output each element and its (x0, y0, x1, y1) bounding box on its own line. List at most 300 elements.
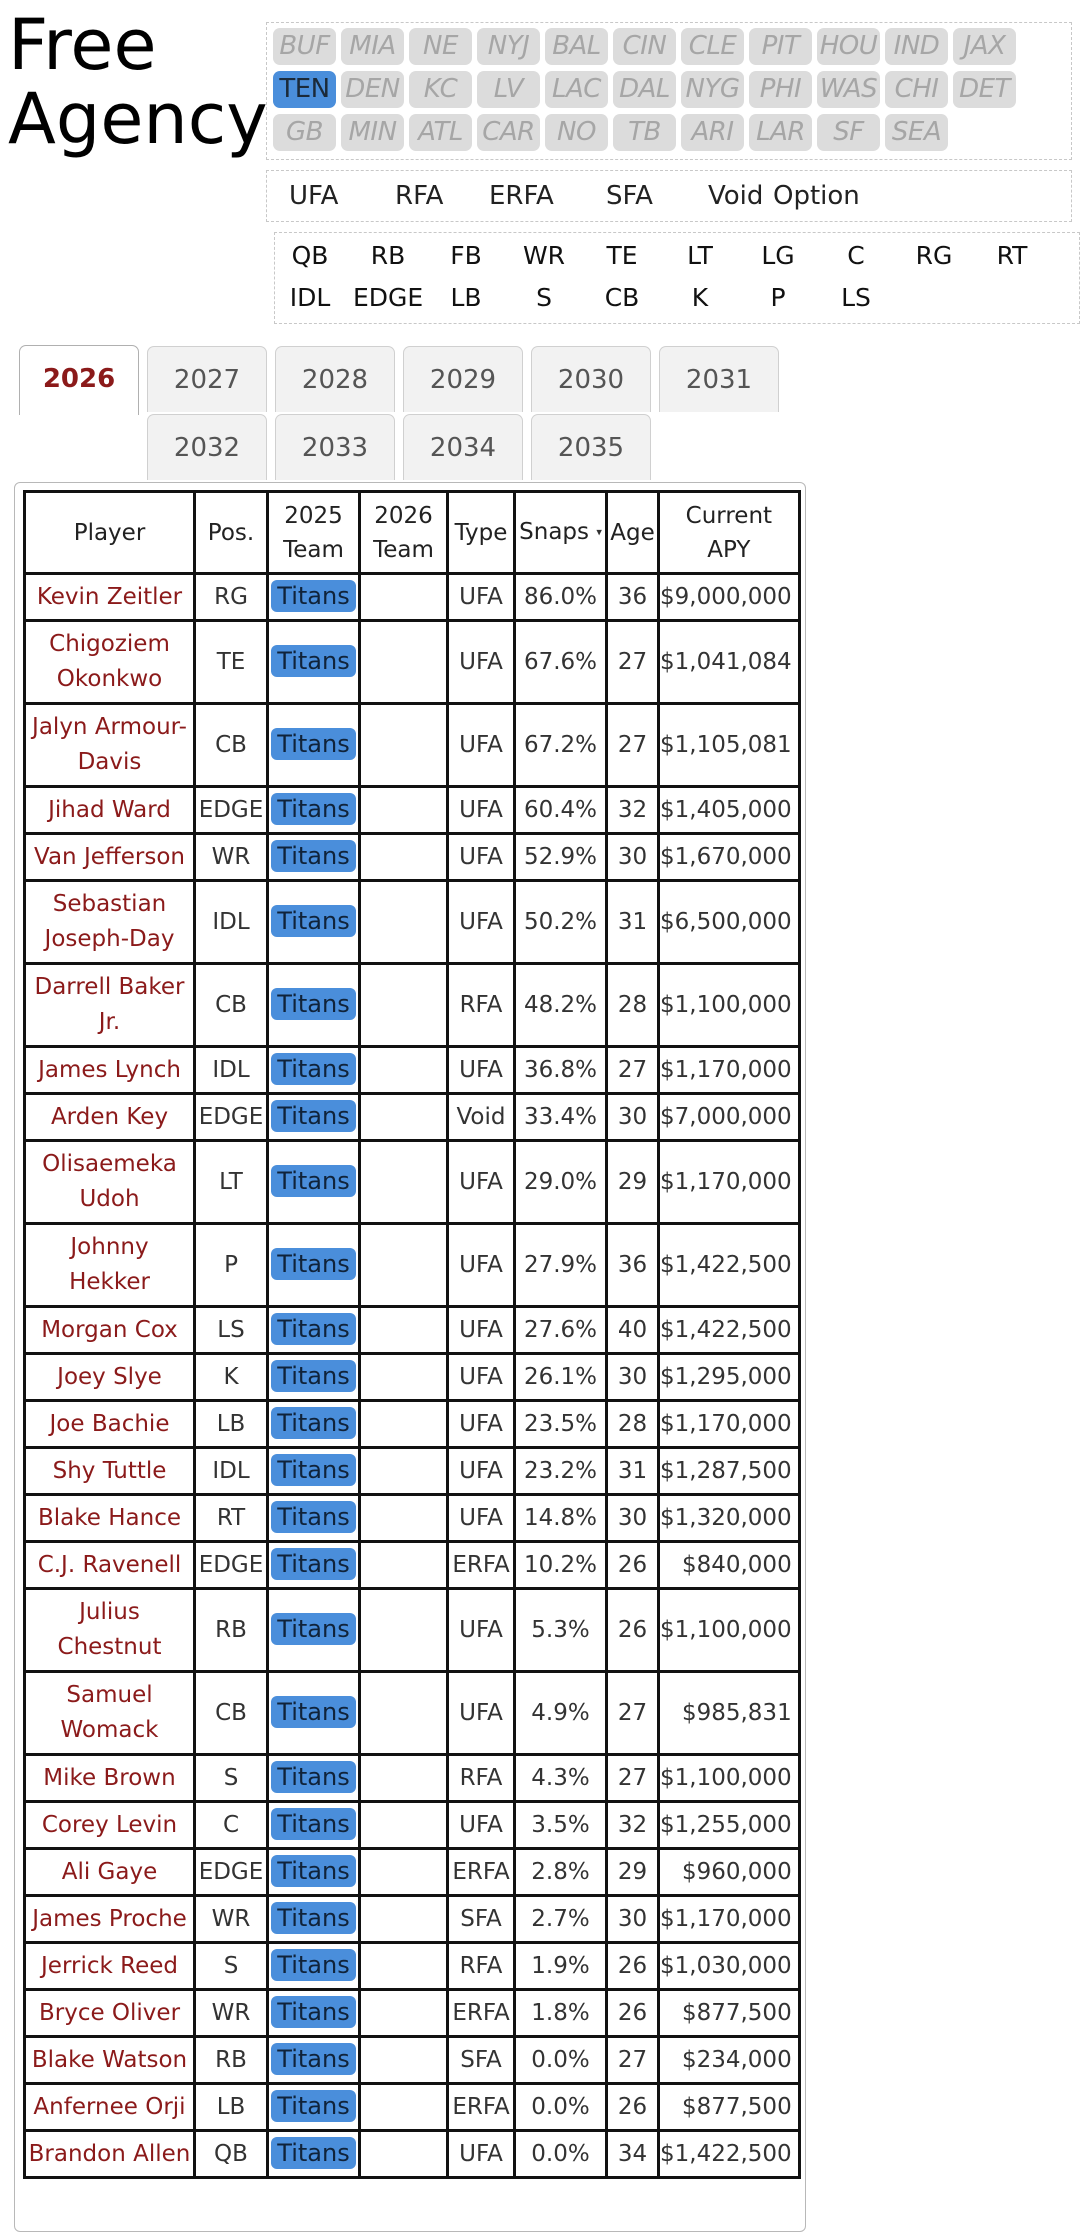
team-2025-cell (268, 881, 360, 964)
apy-cell: $877,500 (659, 2084, 800, 2131)
table-row (25, 621, 800, 704)
team-button-ne[interactable]: NE (409, 28, 472, 65)
apy-cell: $1,320,000 (659, 1495, 800, 1542)
position-filter-ls[interactable]: LS (841, 283, 871, 312)
table-row (25, 1755, 800, 1802)
type-cell: UFA (448, 1224, 515, 1307)
player-link[interactable] (25, 1672, 195, 1755)
type-filter-ufa[interactable]: UFA (289, 181, 339, 211)
position-filter-wr[interactable]: WR (522, 241, 566, 270)
header-type[interactable]: Type (448, 492, 515, 574)
age-cell: 30 (607, 1094, 659, 1141)
snaps-cell: 23.2% (515, 1448, 607, 1495)
age-cell: 29 (607, 1141, 659, 1224)
team-badge[interactable]: Titans (271, 1613, 355, 1645)
team-button-ari[interactable]: ARI (681, 114, 744, 151)
team-badge[interactable]: Titans (271, 905, 355, 937)
snaps-cell: 48.2% (515, 964, 607, 1047)
table-row (25, 574, 800, 621)
position-cell: LS (195, 1307, 268, 1354)
player-link[interactable] (25, 1094, 195, 1141)
table-row (25, 704, 800, 787)
team-row (273, 71, 1021, 108)
player-name-line: Samuel (66, 1682, 153, 1708)
header-apy[interactable] (659, 492, 800, 574)
snaps-cell: 67.6% (515, 621, 607, 704)
age-cell: 31 (607, 1448, 659, 1495)
age-cell: 27 (607, 704, 659, 787)
player-name-line: Darrell Baker (34, 974, 185, 1000)
position-cell: LB (195, 1401, 268, 1448)
team-2025-cell (268, 1094, 360, 1141)
team-badge[interactable]: Titans (271, 1165, 355, 1197)
tab-2026[interactable]: 2026 (19, 345, 139, 415)
table-row (25, 1990, 800, 2037)
player-link[interactable] (25, 1990, 195, 2037)
snaps-cell: 33.4% (515, 1094, 607, 1141)
player-name-line: Chestnut (57, 1634, 162, 1660)
table-row (25, 1589, 800, 1672)
snaps-cell: 0.0% (515, 2131, 607, 2178)
player-link[interactable] (25, 574, 195, 621)
snaps-cell: 1.9% (515, 1943, 607, 1990)
position-cell: S (195, 1755, 268, 1802)
player-link[interactable] (25, 1224, 195, 1307)
apy-cell: $1,255,000 (659, 1802, 800, 1849)
team-2025-cell (268, 621, 360, 704)
tab-2031[interactable]: 2031 (659, 346, 779, 412)
team-2026-cell (360, 787, 448, 834)
player-name-line: Olisaemeka (42, 1151, 177, 1177)
team-button-mia[interactable]: MIA (341, 28, 404, 65)
team-badge[interactable]: Titans (271, 1454, 355, 1486)
type-cell: UFA (448, 574, 515, 621)
apy-cell: $1,670,000 (659, 834, 800, 881)
player-link[interactable] (25, 1495, 195, 1542)
team-2026-cell (360, 1401, 448, 1448)
snaps-cell: 36.8% (515, 1047, 607, 1094)
apy-cell: $1,295,000 (659, 1354, 800, 1401)
position-filter-lt[interactable]: LT (687, 241, 713, 270)
team-button-cle[interactable]: CLE (681, 28, 744, 65)
apy-cell: $1,422,500 (659, 1307, 800, 1354)
type-filter-erfa[interactable]: ERFA (489, 181, 554, 211)
snaps-cell: 1.8% (515, 1990, 607, 2037)
team-button-kc[interactable]: KC (409, 71, 472, 108)
player-link[interactable] (25, 1354, 195, 1401)
position-cell: RB (195, 2037, 268, 2084)
position-cell: WR (195, 1990, 268, 2037)
apy-cell: $1,170,000 (659, 1047, 800, 1094)
snaps-cell: 5.3% (515, 1589, 607, 1672)
team-2025-cell (268, 1401, 360, 1448)
team-2026-cell (360, 704, 448, 787)
team-2025-cell (268, 787, 360, 834)
team-button-sea[interactable]: SEA (885, 114, 948, 151)
header-2025-team-line-2: Team (283, 536, 344, 563)
apy-cell: $985,831 (659, 1672, 800, 1755)
snaps-cell: 10.2% (515, 1542, 607, 1589)
team-2026-cell (360, 1589, 448, 1672)
team-2025-cell (268, 1755, 360, 1802)
team-2026-cell (360, 1672, 448, 1755)
table-header-row (25, 492, 800, 574)
type-cell: RFA (448, 964, 515, 1047)
age-cell: 27 (607, 2037, 659, 2084)
team-badge[interactable]: Titans (271, 580, 355, 612)
player-link[interactable] (25, 1943, 195, 1990)
team-button-den[interactable]: DEN (341, 71, 404, 108)
position-filter-edge[interactable]: EDGE (353, 283, 424, 312)
snaps-cell: 4.9% (515, 1672, 607, 1755)
team-badge[interactable]: Titans (271, 1902, 355, 1934)
player-link[interactable] (25, 1755, 195, 1802)
team-button-nyj[interactable]: NYJ (477, 28, 540, 65)
team-button-bal[interactable]: BAL (545, 28, 608, 65)
type-cell: ERFA (448, 1542, 515, 1589)
team-badge[interactable]: Titans (271, 1761, 355, 1793)
player-link[interactable] (25, 1141, 195, 1224)
type-filter-void[interactable]: Void (708, 181, 764, 211)
type-cell: UFA (448, 1495, 515, 1542)
type-cell: UFA (448, 834, 515, 881)
team-badge[interactable]: Titans (271, 1248, 355, 1280)
apy-cell: $1,100,000 (659, 1755, 800, 1802)
type-cell: ERFA (448, 1849, 515, 1896)
player-name-line: Hekker (69, 1269, 150, 1295)
age-cell: 34 (607, 2131, 659, 2178)
player-link[interactable] (25, 704, 195, 787)
type-cell: SFA (448, 1896, 515, 1943)
tab-2027[interactable]: 2027 (147, 346, 267, 412)
team-2025-cell (268, 1990, 360, 2037)
table-row (25, 2131, 800, 2178)
apy-cell: $1,287,500 (659, 1448, 800, 1495)
team-button-pit[interactable]: PIT (749, 28, 812, 65)
type-cell: ERFA (448, 2084, 515, 2131)
team-2025-cell (268, 704, 360, 787)
team-2025-cell (268, 1896, 360, 1943)
team-2025-cell (268, 964, 360, 1047)
team-badge[interactable]: Titans (271, 793, 355, 825)
team-button-tb[interactable]: TB (613, 114, 676, 151)
team-badge[interactable]: Titans (271, 1949, 355, 1981)
team-button-gb[interactable]: GB (273, 114, 336, 151)
tab-2034[interactable]: 2034 (403, 414, 523, 480)
player-link[interactable] (25, 964, 195, 1047)
team-button-ind[interactable]: IND (885, 28, 948, 65)
team-button-atl[interactable]: ATL (409, 114, 472, 151)
apy-cell: $1,170,000 (659, 1401, 800, 1448)
snaps-cell: 29.0% (515, 1141, 607, 1224)
player-link[interactable] (25, 2037, 195, 2084)
type-filter-rfa[interactable]: RFA (395, 181, 444, 211)
position-filter-rb[interactable]: RB (370, 241, 406, 270)
team-badge[interactable]: Titans (271, 1855, 355, 1887)
player-name-line: Johnny (70, 1234, 149, 1260)
team-button-buf[interactable]: BUF (273, 28, 336, 65)
player-name-line: Udoh (79, 1186, 140, 1212)
team-badge[interactable]: Titans (271, 1360, 355, 1392)
position-cell: IDL (195, 1448, 268, 1495)
player-name-line: James Lynch (38, 1056, 181, 1083)
player-link[interactable] (25, 621, 195, 704)
team-button-lac[interactable]: LAC (545, 71, 608, 108)
team-badge[interactable]: Titans (271, 1548, 355, 1580)
team-2026-cell (360, 1094, 448, 1141)
apy-cell: $1,100,000 (659, 1589, 800, 1672)
table-row (25, 1401, 800, 1448)
player-link[interactable] (25, 834, 195, 881)
position-filter-fb[interactable]: FB (450, 241, 482, 270)
player-link[interactable] (25, 787, 195, 834)
team-button-lv[interactable]: LV (477, 71, 540, 108)
position-cell: WR (195, 1896, 268, 1943)
team-2026-cell (360, 1802, 448, 1849)
player-name-line: James Proche (32, 1905, 187, 1932)
tab-2028[interactable]: 2028 (275, 346, 395, 412)
apy-cell: $1,405,000 (659, 787, 800, 834)
team-2026-cell (360, 964, 448, 1047)
team-2025-cell (268, 1542, 360, 1589)
snaps-cell: 4.3% (515, 1755, 607, 1802)
team-2026-cell (360, 1896, 448, 1943)
position-filter-rt[interactable]: RT (996, 241, 1028, 270)
tab-2029[interactable]: 2029 (403, 346, 523, 412)
table-row (25, 1495, 800, 1542)
team-badge[interactable]: Titans (271, 728, 355, 760)
team-2026-cell (360, 1755, 448, 1802)
apy-cell: $1,105,081 (659, 704, 800, 787)
header-2026-team-line-1: 2026 (374, 502, 433, 529)
team-badge[interactable]: Titans (271, 1053, 355, 1085)
position-filter-idl[interactable]: IDL (289, 283, 331, 312)
apy-cell: $1,170,000 (659, 1141, 800, 1224)
team-badge[interactable]: Titans (271, 1407, 355, 1439)
team-2026-cell (360, 1141, 448, 1224)
team-2026-cell (360, 1495, 448, 1542)
header-snaps[interactable] (515, 492, 607, 574)
apy-cell: $234,000 (659, 2037, 800, 2084)
apy-cell: $840,000 (659, 1542, 800, 1589)
team-button-jax[interactable]: JAX (953, 28, 1016, 65)
apy-cell: $9,000,000 (659, 574, 800, 621)
team-2025-cell (268, 1943, 360, 1990)
team-2026-cell (360, 1354, 448, 1401)
table-row (25, 881, 800, 964)
table-row (25, 1849, 800, 1896)
team-button-nyg[interactable]: NYG (681, 71, 744, 108)
team-2026-cell (360, 834, 448, 881)
team-badge[interactable]: Titans (271, 1100, 355, 1132)
team-2026-cell (360, 2131, 448, 2178)
player-name-line: Anfernee Orji (33, 2093, 186, 2120)
position-filter-qb[interactable]: QB (291, 241, 329, 270)
snaps-cell: 23.5% (515, 1401, 607, 1448)
team-badge[interactable]: Titans (271, 1808, 355, 1840)
player-link[interactable] (25, 1802, 195, 1849)
team-button-was[interactable]: WAS (817, 71, 880, 108)
player-name-line: Arden Key (50, 1103, 169, 1130)
age-cell: 26 (607, 1943, 659, 1990)
team-badge[interactable]: Titans (271, 2090, 355, 2122)
team-badge[interactable]: Titans (271, 1313, 355, 1345)
age-cell: 32 (607, 1802, 659, 1849)
player-name-line: Bryce Oliver (38, 1999, 181, 2026)
snaps-cell: 50.2% (515, 881, 607, 964)
position-filter-k[interactable]: K (691, 283, 709, 312)
team-badge[interactable]: Titans (271, 2137, 355, 2169)
player-name-line: Blake Watson (31, 2046, 188, 2073)
team-row (273, 28, 1021, 65)
team-2026-cell (360, 621, 448, 704)
position-filter-s[interactable]: S (536, 283, 552, 312)
player-link[interactable] (25, 1401, 195, 1448)
header-2026-team[interactable] (360, 492, 448, 574)
team-button-phi[interactable]: PHI (749, 71, 812, 108)
team-2025-cell (268, 574, 360, 621)
player-link[interactable] (25, 1542, 195, 1589)
apy-cell: $1,422,500 (659, 1224, 800, 1307)
age-cell: 29 (607, 1849, 659, 1896)
tab-2030[interactable]: 2030 (531, 346, 651, 412)
type-filter-sfa[interactable]: SFA (606, 181, 653, 211)
age-cell: 26 (607, 2084, 659, 2131)
team-button-min[interactable]: MIN (341, 114, 404, 151)
team-button-lar[interactable]: LAR (749, 114, 812, 151)
team-2026-cell (360, 1047, 448, 1094)
player-link[interactable] (25, 2131, 195, 2178)
position-filter-te[interactable]: TE (606, 241, 638, 270)
team-badge[interactable]: Titans (271, 1501, 355, 1533)
type-filter-option[interactable]: Option (773, 181, 860, 211)
team-button-ten[interactable]: TEN (273, 71, 336, 108)
player-name-line: Brandon Allen (28, 2140, 191, 2167)
team-2025-cell (268, 1802, 360, 1849)
age-cell: 31 (607, 881, 659, 964)
player-name-line: Mike Brown (43, 1764, 176, 1791)
team-2026-cell (360, 1542, 448, 1589)
team-2026-cell (360, 1849, 448, 1896)
team-row (273, 114, 953, 151)
table-row (25, 1094, 800, 1141)
player-name-line: Julius (79, 1599, 140, 1625)
table-row (25, 1307, 800, 1354)
apy-cell: $6,500,000 (659, 881, 800, 964)
tab-2032[interactable]: 2032 (147, 414, 267, 480)
position-filter-c[interactable]: C (847, 241, 865, 270)
position-filter-rg[interactable]: RG (915, 241, 953, 270)
team-button-dal[interactable]: DAL (613, 71, 676, 108)
type-cell: SFA (448, 2037, 515, 2084)
player-link[interactable] (25, 1896, 195, 1943)
position-cell: RG (195, 574, 268, 621)
position-cell: RT (195, 1495, 268, 1542)
team-badge[interactable]: Titans (271, 645, 355, 677)
player-link[interactable] (25, 1589, 195, 1672)
player-link[interactable] (25, 1448, 195, 1495)
header-apy-line-2: APY (707, 536, 751, 563)
player-link[interactable] (25, 2084, 195, 2131)
team-2025-cell (268, 1141, 360, 1224)
player-link[interactable] (25, 881, 195, 964)
table-row (25, 834, 800, 881)
team-2026-cell (360, 2084, 448, 2131)
apy-cell: $960,000 (659, 1849, 800, 1896)
type-cell: UFA (448, 881, 515, 964)
team-button-car[interactable]: CAR (477, 114, 540, 151)
player-name-line: Joe Bachie (49, 1410, 170, 1437)
age-cell: 36 (607, 574, 659, 621)
team-badge[interactable]: Titans (271, 1996, 355, 2028)
snaps-cell: 0.0% (515, 2037, 607, 2084)
player-name-line: Jerrick Reed (41, 1952, 178, 1979)
player-name-line: Van Jefferson (34, 843, 185, 870)
player-name-line: Blake Hance (38, 1504, 181, 1531)
apy-cell: $1,100,000 (659, 964, 800, 1047)
header-pos[interactable]: Pos. (195, 492, 268, 574)
team-2026-cell (360, 1943, 448, 1990)
header-2026-team-line-2: Team (373, 536, 434, 563)
team-badge[interactable]: Titans (271, 1696, 355, 1728)
position-cell: TE (195, 621, 268, 704)
table-row (25, 2084, 800, 2131)
team-button-no[interactable]: NO (545, 114, 608, 151)
position-filter-cb[interactable]: CB (604, 283, 640, 312)
header-snaps-label: Snaps (519, 519, 589, 546)
table-row (25, 1224, 800, 1307)
team-badge[interactable]: Titans (271, 2043, 355, 2075)
type-cell: UFA (448, 1141, 515, 1224)
player-link[interactable] (25, 1849, 195, 1896)
table-row (25, 1802, 800, 1849)
page-title (8, 4, 268, 160)
position-filter-p[interactable]: P (770, 283, 786, 312)
type-cell: UFA (448, 1047, 515, 1094)
tab-2035[interactable]: 2035 (531, 414, 651, 480)
page-title-line-1: Free (8, 4, 157, 86)
age-cell: 40 (607, 1307, 659, 1354)
table-row (25, 1354, 800, 1401)
team-button-det[interactable]: DET (953, 71, 1016, 108)
team-badge[interactable]: Titans (271, 840, 355, 872)
player-link[interactable] (25, 1047, 195, 1094)
player-name-line: Joseph-Day (44, 926, 175, 952)
header-age[interactable]: Age (607, 492, 659, 574)
tab-2033[interactable]: 2033 (275, 414, 395, 480)
position-filter-lb[interactable]: LB (450, 283, 482, 312)
team-button-chi[interactable]: CHI (885, 71, 948, 108)
position-cell: EDGE (195, 1849, 268, 1896)
team-button-hou[interactable]: HOU (817, 28, 880, 65)
team-2026-cell (360, 1448, 448, 1495)
team-button-cin[interactable]: CIN (613, 28, 676, 65)
player-name-line: Joey Slye (57, 1363, 162, 1390)
snaps-cell: 14.8% (515, 1495, 607, 1542)
team-badge[interactable]: Titans (271, 988, 355, 1020)
player-name-line: Ali Gaye (61, 1858, 158, 1885)
table-row (25, 1141, 800, 1224)
player-name-line: Corey Levin (41, 1811, 178, 1838)
player-link[interactable] (25, 1307, 195, 1354)
header-apy-line-1: Current (685, 502, 773, 529)
page-title-line-2: Agency (8, 78, 268, 160)
position-cell: IDL (195, 881, 268, 964)
team-button-sf[interactable]: SF (817, 114, 880, 151)
header-player[interactable]: Player (25, 492, 195, 574)
header-2025-team[interactable] (268, 492, 360, 574)
position-filter-lg[interactable]: LG (761, 241, 795, 270)
